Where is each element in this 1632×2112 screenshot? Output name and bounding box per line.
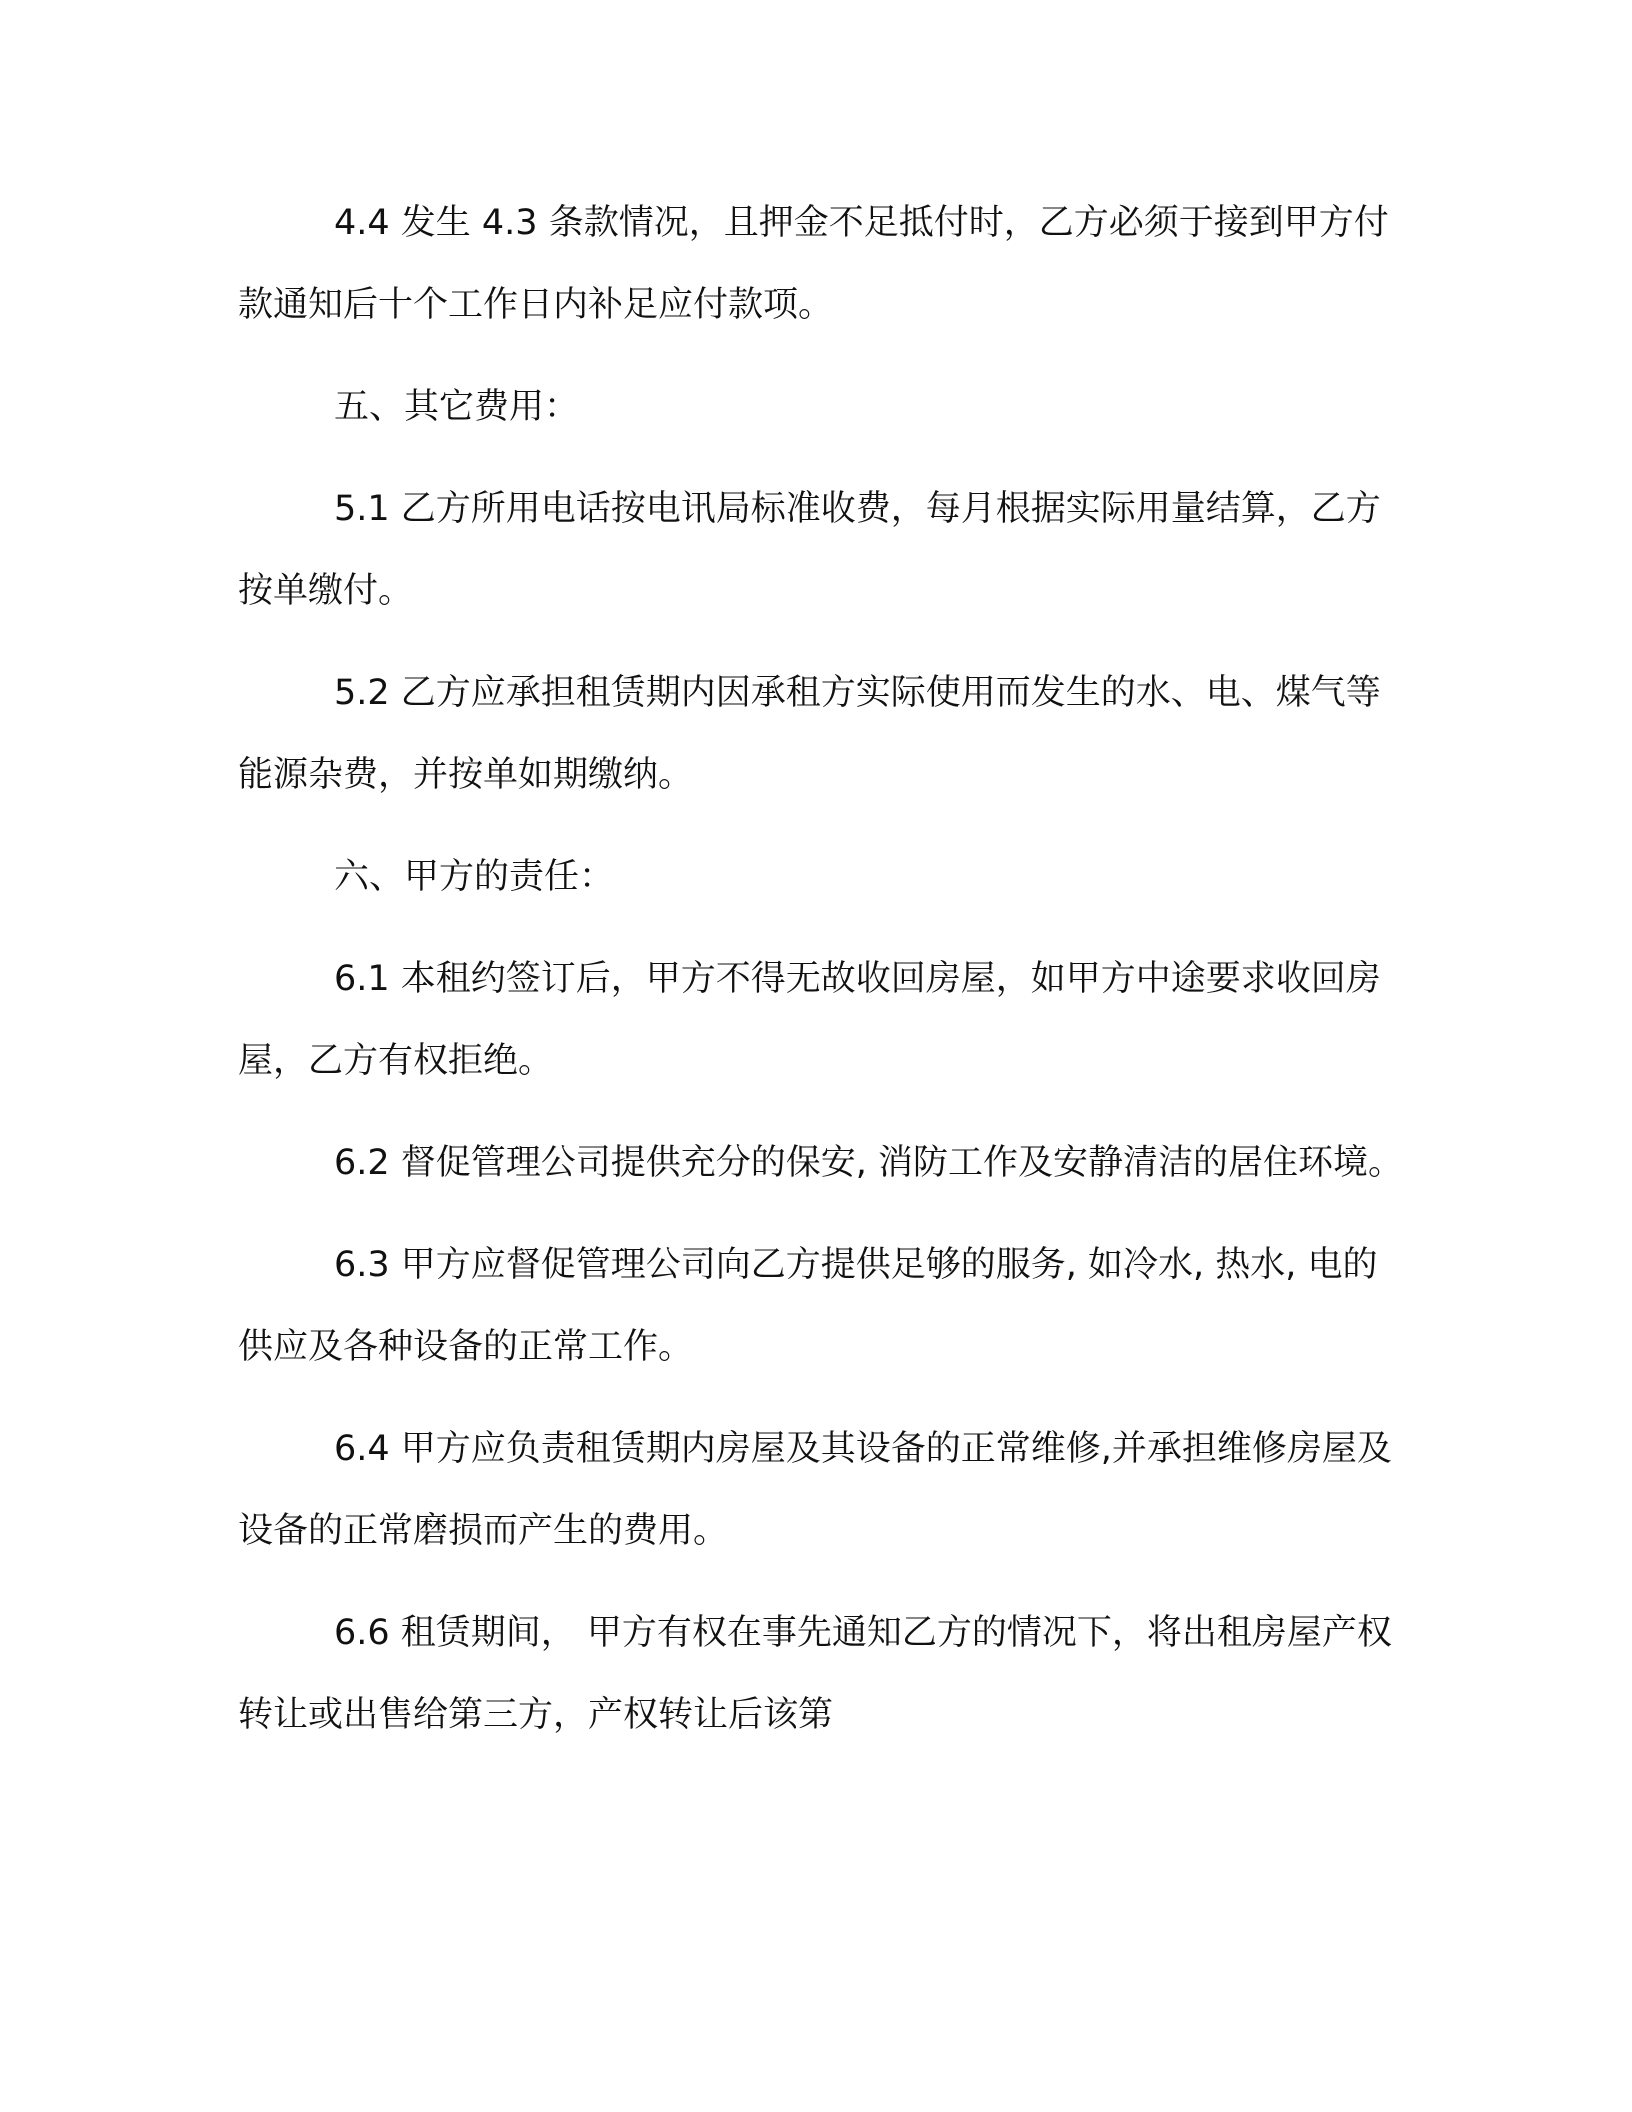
clause-5-1: 5.1 乙方所用电话按电讯局标准收费，每月根据实际用量结算，乙方按单缴付。	[238, 489, 1381, 611]
section-heading-6: 六、甲方的责任：	[334, 857, 615, 897]
clause-6-1: 6.1 本租约签订后，甲方不得无故收回房屋，如甲方中途要求收回房屋，乙方有权拒绝。	[238, 959, 1381, 1081]
document-body	[238, 182, 1408, 1776]
section-heading-5: 五、其它费用：	[334, 387, 580, 427]
clause-5-2: 5.2 乙方应承担租赁期内因承租方实际使用而发生的水、电、煤气等能源杂费，并按单如期缴纳。	[238, 673, 1381, 795]
clause-4-4: 4.4 发生 4.3 条款情况，且押金不足抵付时，乙方必须于接到甲方付款通知后十个工作日内补足应付款项。	[238, 203, 1389, 325]
clause-6-2: 6.2 督促管理公司提供充分的保安, 消防工作及安静清洁的居住环境。	[334, 1143, 1404, 1183]
clause-6-6: 6.6 租赁期间， 甲方有权在事先通知乙方的情况下，将出租房屋产权转让或出售给第三方，产权转让后该第	[238, 1613, 1392, 1735]
clause-6-4: 6.4 甲方应负责租赁期内房屋及其设备的正常维修,并承担维修房屋及设备的正常磨损而产生的费用。	[238, 1429, 1392, 1551]
clause-6-3: 6.3 甲方应督促管理公司向乙方提供足够的服务, 如冷水, 热水, 电的供应及各种设备的正常工作。	[238, 1245, 1378, 1367]
